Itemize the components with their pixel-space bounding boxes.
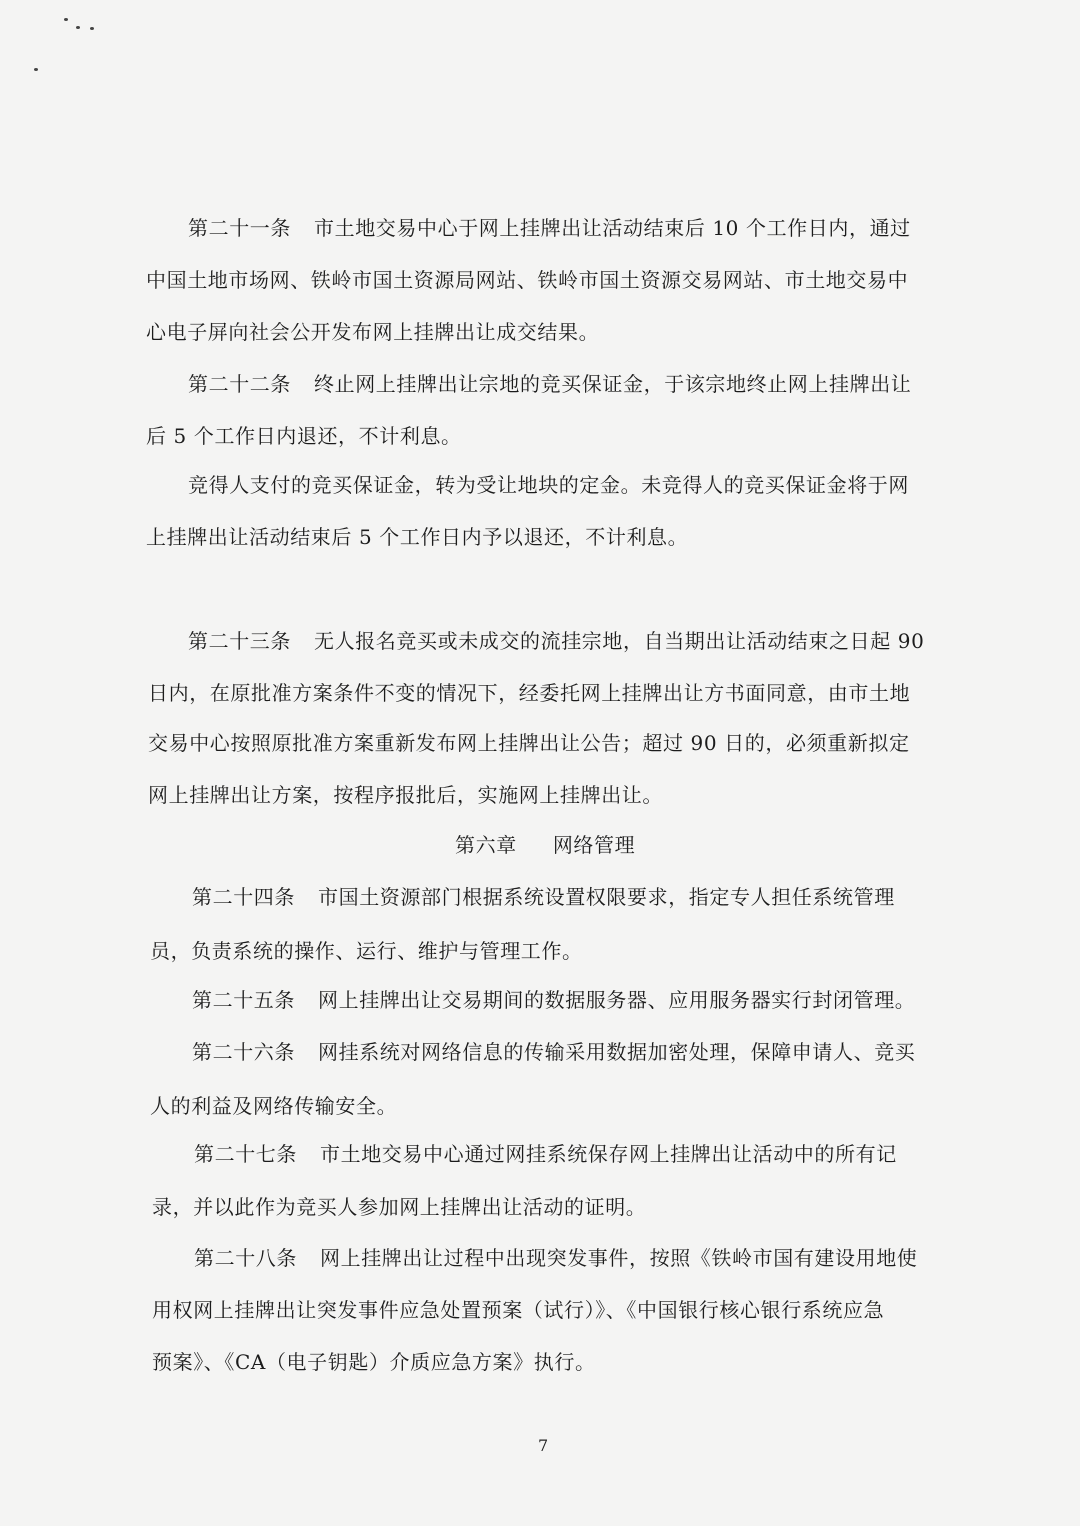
chapter-title: 网络管理 <box>552 833 636 857</box>
article-21-label: 第二十一条 <box>188 216 291 240</box>
scan-speck <box>90 27 94 30</box>
article-28-line-2: 用权网上挂牌出让突发事件应急处置预案（试行）》、《中国银行核心银行系统应急 <box>152 1298 885 1322</box>
article-25-text: 网上挂牌出让交易期间的数据服务器、应用服务器实行封闭管理。 <box>318 988 916 1012</box>
article-28-line-3: 预案》、《CA（电子钥匙）介质应急方案》执行。 <box>152 1350 596 1374</box>
article-27-line-2: 录，并以此作为竞买人参加网上挂牌出让活动的证明。 <box>152 1195 647 1219</box>
article-21-text: 市土地交易中心于网上挂牌出让活动结束后 10 个工作日内，通过 <box>314 216 911 240</box>
article-28-label: 第二十八条 <box>194 1246 297 1270</box>
article-24-line-2: 员，负责系统的操作、运行、维护与管理工作。 <box>150 939 583 963</box>
article-27-label: 第二十七条 <box>194 1142 297 1166</box>
article-27-text: 市土地交易中心通过网挂系统保存网上挂牌出让活动中的所有记 <box>320 1142 897 1166</box>
article-22-text: 终止网上挂牌出让宗地的竞买保证金，于该宗地终止网上挂牌出让 <box>314 372 912 396</box>
article-22-label: 第二十二条 <box>188 372 291 396</box>
article-23-line-2: 日内，在原批准方案条件不变的情况下，经委托网上挂牌出让方书面同意，由市土地 <box>148 681 911 705</box>
article-23-label: 第二十三条 <box>188 629 291 653</box>
article-27-line-1 <box>194 1142 897 1166</box>
article-21-line-1 <box>188 216 911 240</box>
chapter-heading <box>455 833 635 857</box>
article-22-line-1 <box>188 372 911 396</box>
article-23-line-3: 交易中心按照原批准方案重新发布网上挂牌出让公告；超过 90 日的，必须重新拟定 <box>148 731 910 755</box>
article-22-line-2: 后 5 个工作日内退还，不计利息。 <box>146 424 462 448</box>
article-22-para-2-line-1: 竞得人支付的竞买保证金，转为受让地块的定金。未竞得人的竞买保证金将于网 <box>188 473 909 497</box>
article-26-line-2: 人的利益及网络传输安全。 <box>150 1094 398 1118</box>
article-28-line-1 <box>194 1246 917 1270</box>
article-26-line-1 <box>192 1040 915 1064</box>
chapter-number: 第六章 <box>455 833 517 857</box>
article-24-label: 第二十四条 <box>192 885 295 909</box>
article-23-line-4: 网上挂牌出让方案，按程序报批后，实施网上挂牌出让。 <box>148 783 663 807</box>
page-number: 7 <box>538 1436 549 1455</box>
scan-speck <box>34 68 38 71</box>
article-21-line-3: 心电子屏向社会公开发布网上挂牌出让成交结果。 <box>146 320 600 344</box>
article-28-text: 网上挂牌出让过程中出现突发事件，按照《铁岭市国有建设用地使 <box>320 1246 918 1270</box>
article-24-line-1 <box>192 885 895 909</box>
article-23-line-1 <box>188 629 924 653</box>
article-22-para-2-line-2: 上挂牌出让活动结束后 5 个工作日内予以退还，不计利息。 <box>146 525 689 549</box>
article-23-text: 无人报名竞买或未成交的流挂宗地，自当期出让活动结束之日起 90 <box>314 629 925 653</box>
article-24-text: 市国土资源部门根据系统设置权限要求，指定专人担任系统管理 <box>318 885 895 909</box>
article-25-label: 第二十五条 <box>192 988 295 1012</box>
article-26-text: 网挂系统对网络信息的传输采用数据加密处理，保障申请人、竞买 <box>318 1040 916 1064</box>
scan-speck <box>64 18 68 21</box>
article-21-line-2: 中国土地市场网、铁岭市国土资源局网站、铁岭市国土资源交易网站、市土地交易中 <box>146 268 909 292</box>
scan-speck <box>76 26 80 29</box>
article-25-line-1 <box>192 988 915 1012</box>
article-26-label: 第二十六条 <box>192 1040 295 1064</box>
